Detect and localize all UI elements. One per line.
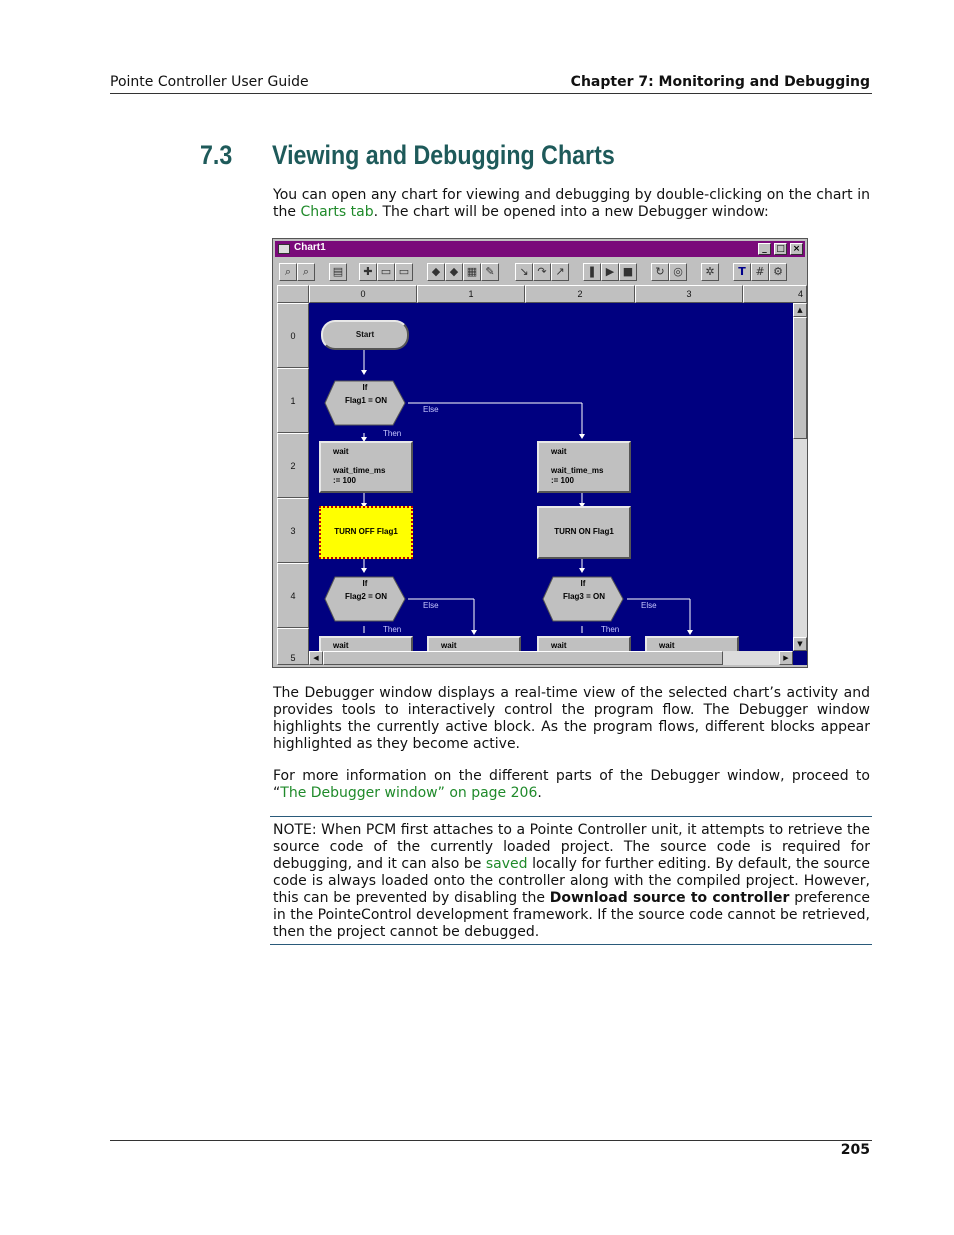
intro-text-2: . The chart will be opened into a new Debugger window: <box>373 204 769 220</box>
running-header-left: Pointe Controller User Guide <box>110 74 309 90</box>
row-header: 2 <box>277 433 309 498</box>
vertical-scrollbar[interactable] <box>793 303 807 651</box>
wait-block-partial[interactable]: wait <box>427 636 521 665</box>
wait-block-line: wait <box>333 447 349 456</box>
row-header: 0 <box>277 303 309 368</box>
zoom-in-icon[interactable]: ⌕ <box>279 263 297 281</box>
wait-block-line: wait_time_ms <box>551 466 604 475</box>
charts-tab-link[interactable]: Charts tab <box>300 204 374 220</box>
note-text-1: NOTE: When PCM first attaches to a Pointe Controller unit, it attempts to retrieve the source code of the currently loaded project. The source code is required for debugging, and it can also be <box>273 822 870 872</box>
clear-breakpoint-icon[interactable]: ◆ <box>445 263 463 281</box>
scroll-left-icon[interactable]: ◀ <box>309 651 323 665</box>
horizontal-scrollbar[interactable] <box>309 651 793 665</box>
wait-block-partial[interactable]: wait <box>645 636 739 665</box>
step-over-icon[interactable]: ↷ <box>533 263 551 281</box>
wait-block[interactable] <box>319 441 413 493</box>
set-breakpoint-icon[interactable]: ◆ <box>427 263 445 281</box>
footer-rule <box>110 1140 872 1141</box>
decision-condition[interactable]: Flag2 = ON <box>344 592 387 601</box>
wait-block-line: := 100 <box>551 476 574 485</box>
then-label: Then <box>383 429 402 438</box>
column-header: 0 <box>309 285 417 303</box>
window-title: Chart1 <box>294 242 326 253</box>
text-icon[interactable]: T <box>733 263 751 281</box>
run-icon[interactable]: ▶ <box>601 263 619 281</box>
maximize-icon[interactable]: □ <box>774 243 787 255</box>
decision-if-label: If <box>362 579 368 588</box>
row-header: 4 <box>277 563 309 628</box>
scroll-thumb[interactable] <box>793 317 807 439</box>
minimize-icon[interactable]: _ <box>758 243 771 255</box>
scroll-up-icon[interactable]: ▲ <box>793 303 807 317</box>
chart-window-icon <box>278 244 290 254</box>
more-info-text-1: For more information on the different parts of the Debugger window, proceed to “ <box>273 768 870 801</box>
settings-icon[interactable]: ✲ <box>701 263 719 281</box>
zoom-out-icon[interactable]: ⌕ <box>297 263 315 281</box>
column-header: 1 <box>417 285 525 303</box>
decision-if-label: If <box>580 579 586 588</box>
add-block-icon[interactable]: ✚ <box>359 263 377 281</box>
wait-block-partial[interactable]: wait <box>319 636 413 665</box>
more-info-paragraph <box>273 768 870 802</box>
stop-icon[interactable]: ■ <box>619 263 637 281</box>
insert-row-icon[interactable]: ▭ <box>377 263 395 281</box>
debugger-window-screenshot <box>272 238 808 668</box>
section-number: 7.3 <box>200 140 233 170</box>
column-header: 4 <box>743 285 807 303</box>
close-icon[interactable]: × <box>790 243 803 255</box>
layout-icon[interactable]: ▤ <box>329 263 347 281</box>
decision-condition[interactable]: Flag3 = ON <box>562 592 605 601</box>
active-block-turn-off[interactable]: TURN OFF Flag1 <box>319 506 413 559</box>
watch-icon[interactable]: ◎ <box>669 263 687 281</box>
wait-block-line: := 100 <box>333 476 356 485</box>
saved-link[interactable]: saved <box>485 856 528 872</box>
wait-block-partial[interactable]: wait <box>537 636 631 665</box>
pause-icon[interactable]: ❚ <box>583 263 601 281</box>
scroll-down-icon[interactable]: ▼ <box>793 637 807 651</box>
column-header: 2 <box>525 285 635 303</box>
more-info-text-2: . <box>537 785 542 801</box>
debugger-toolbar <box>275 259 805 283</box>
note-paragraph <box>273 822 870 941</box>
decision-if-label: If <box>362 383 368 392</box>
tools-icon[interactable]: ✎ <box>481 263 499 281</box>
scroll-right-icon[interactable]: ▶ <box>779 651 793 665</box>
scroll-thumb[interactable] <box>323 651 723 665</box>
intro-paragraph <box>273 187 870 221</box>
then-label: Then <box>601 625 620 634</box>
note-text-3: preference in the PointeControl development framework. If the source code cannot be retrieved, then the project cannot be debugged. <box>273 890 871 940</box>
then-label: Then <box>383 625 402 634</box>
row-header: 1 <box>277 368 309 433</box>
intro-text-1: You can open any chart for viewing and debugging by double-clicking on the chart in the <box>273 187 870 220</box>
running-header-right: Chapter 7: Monitoring and Debugging <box>570 74 870 90</box>
properties-icon[interactable]: ⚙ <box>769 263 787 281</box>
note-bottom-rule <box>270 944 872 945</box>
wait-block-line: wait_time_ms <box>333 466 386 475</box>
note-text-2: locally for further editing. By default, the source code is always loaded onto the controller along with the compiled project. However, this can be prevented by disabling the <box>273 856 871 906</box>
step-out-icon[interactable]: ↗ <box>551 263 569 281</box>
section-title: Viewing and Debugging Charts <box>272 140 615 170</box>
wait-block[interactable] <box>537 441 631 493</box>
decision-condition[interactable]: Flag1 = ON <box>344 396 387 405</box>
row-header: 5 <box>277 628 309 665</box>
grid-icon[interactable]: # <box>751 263 769 281</box>
breakpoints-list-icon[interactable]: ▦ <box>463 263 481 281</box>
row-header: 3 <box>277 498 309 563</box>
else-label: Else <box>641 601 657 610</box>
else-label: Else <box>423 405 439 414</box>
note-top-rule <box>270 816 872 817</box>
refresh-icon[interactable]: ↻ <box>651 263 669 281</box>
chart-canvas[interactable] <box>277 285 807 665</box>
column-header: 3 <box>635 285 743 303</box>
debugger-description-paragraph: The Debugger window displays a real-time view of the selected chart’s activity and provides tools to interactively control the program flow. The Debugger window highlights the currently active block. As the program flows, different blocks appear highlighted as they become active. <box>273 685 870 752</box>
start-block[interactable]: Start <box>321 320 409 350</box>
wait-block-line: wait <box>551 447 567 456</box>
window-titlebar <box>275 241 805 257</box>
step-into-icon[interactable]: ↘ <box>515 263 533 281</box>
turn-on-block[interactable]: TURN ON Flag1 <box>537 506 631 559</box>
debugger-window-link[interactable]: The Debugger window” on page 206 <box>280 785 538 801</box>
else-label: Else <box>423 601 439 610</box>
header-rule <box>110 93 872 94</box>
insert-col-icon[interactable]: ▭ <box>395 263 413 281</box>
page-number: 205 <box>840 1142 870 1158</box>
download-source-preference: Download source to controller <box>549 890 790 906</box>
